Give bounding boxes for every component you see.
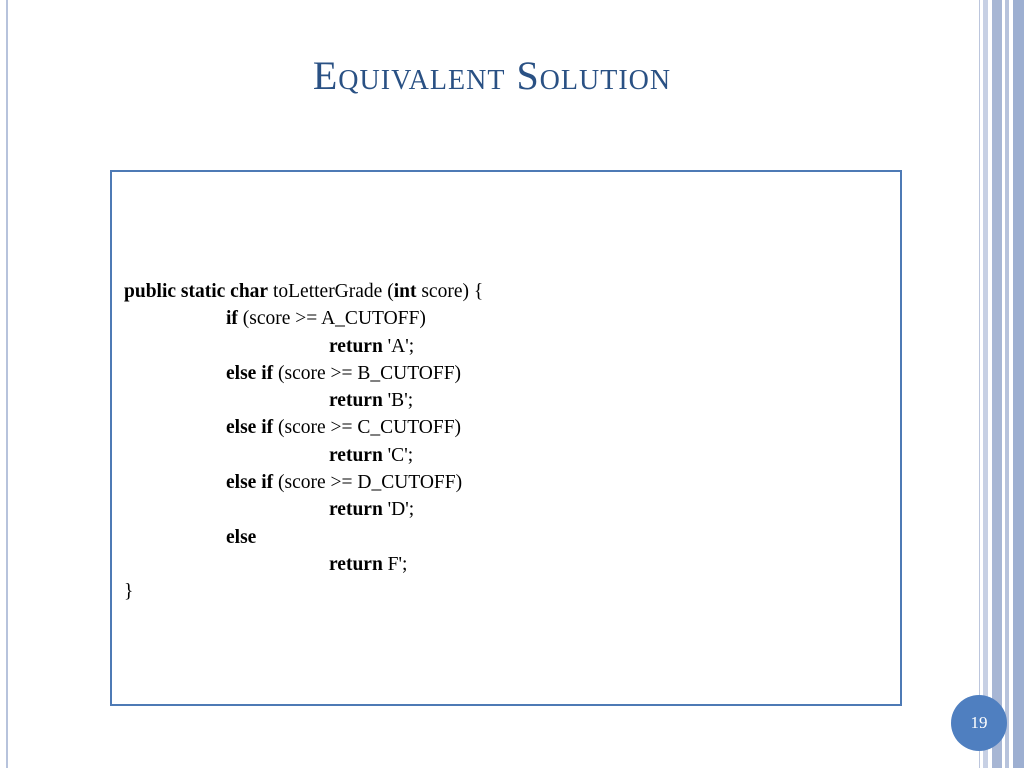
right-decoration-stripe — [979, 0, 980, 768]
right-decoration-stripe — [983, 0, 988, 768]
code-text: 'C'; — [382, 444, 414, 466]
right-decoration-stripe — [992, 0, 1002, 768]
code-text: (score >= B_CUTOFF) — [273, 362, 462, 384]
code-keyword: return — [329, 390, 383, 412]
code-keyword: int — [393, 281, 417, 302]
code-box — [110, 170, 902, 706]
code-line — [124, 387, 483, 414]
code-keyword: if — [226, 308, 238, 330]
code-text: (score >= D_CUTOFF) — [273, 472, 463, 494]
code-keyword: else if — [226, 362, 274, 384]
right-decoration-stripe — [1013, 0, 1024, 768]
code-keyword: return — [329, 553, 383, 575]
code-line — [124, 305, 483, 332]
code-text: (score >= C_CUTOFF) — [273, 417, 462, 439]
code-keyword: else if — [226, 417, 274, 439]
code-keyword: else — [226, 526, 257, 548]
code-text: 'B'; — [382, 390, 414, 412]
right-decoration-stripe — [1005, 0, 1009, 768]
code-block — [124, 278, 483, 606]
code-line — [124, 551, 483, 578]
code-line — [124, 524, 483, 551]
code-line — [124, 360, 483, 387]
page-number: 19 — [970, 713, 988, 732]
code-text: } — [124, 581, 134, 603]
code-keyword: return — [329, 335, 383, 357]
code-line — [124, 414, 483, 441]
code-line — [124, 578, 483, 605]
code-keyword: return — [329, 499, 383, 521]
code-keyword: else if — [226, 472, 274, 494]
code-text: 'A'; — [382, 335, 415, 357]
code-line — [124, 496, 483, 523]
code-text: (score >= A_CUTOFF) — [237, 308, 426, 330]
code-line — [124, 442, 483, 469]
left-margin-rule — [6, 0, 8, 768]
code-keyword: public static char — [124, 281, 269, 302]
slide-title: Equivalent Solution — [312, 53, 672, 98]
page-number-badge — [951, 695, 1007, 751]
code-text: toLetterGrade ( — [268, 281, 394, 302]
code-text: 'D'; — [382, 499, 415, 521]
code-line — [124, 333, 483, 360]
code-text: score) { — [416, 281, 484, 302]
code-text: F'; — [382, 553, 408, 575]
code-line — [124, 469, 483, 496]
code-line — [124, 278, 483, 305]
code-keyword: return — [329, 444, 383, 466]
